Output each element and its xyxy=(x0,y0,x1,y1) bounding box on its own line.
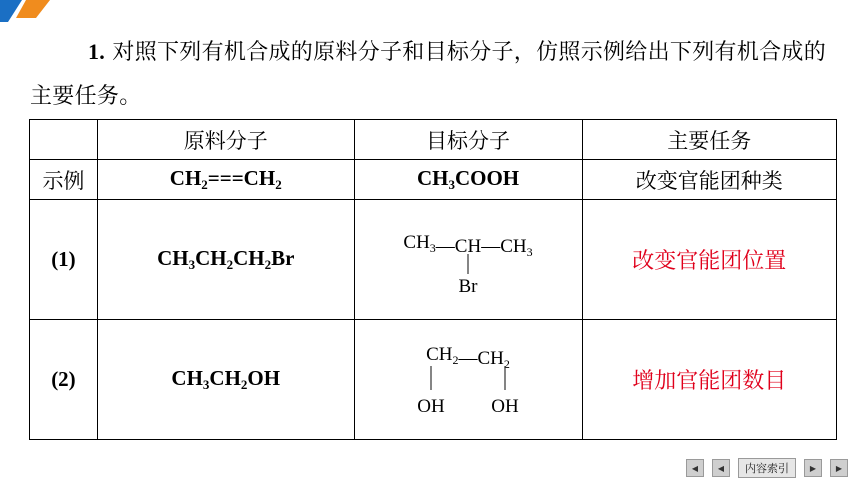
header-main-task: 主要任务 xyxy=(582,120,836,160)
row2-task: 增加官能团数目 xyxy=(582,320,836,440)
header-target-molecule: 目标分子 xyxy=(354,120,582,160)
header-empty xyxy=(30,120,98,160)
example-row xyxy=(30,160,837,200)
row2-target-structure xyxy=(354,320,582,440)
row2-structure-top: $CH_2—CH_2$ xyxy=(426,343,510,371)
question-intro xyxy=(30,30,842,119)
content-index-button[interactable]: 内容索引 xyxy=(738,458,796,478)
row1-structure-diagram xyxy=(368,208,568,308)
row1-structure-bottom: Br xyxy=(458,275,478,297)
row1-raw: $CH_3CH_2CH_2Br$ xyxy=(97,200,354,320)
row1-label: (1) xyxy=(30,200,98,320)
first-icon[interactable]: ◀ xyxy=(686,459,704,477)
row1-task: 改变官能团位置 xyxy=(582,200,836,320)
header-row xyxy=(30,120,837,160)
next-icon[interactable]: ▶ xyxy=(804,459,822,477)
row2-structure-diagram xyxy=(368,328,568,428)
row2-structure-oh-left: OH xyxy=(417,395,445,417)
last-icon[interactable]: ▶ xyxy=(830,459,848,477)
slide-navigation xyxy=(686,458,848,478)
row2-raw: $CH_3CH_2OH$ xyxy=(97,320,354,440)
row1-structure-top: $CH_3—CH—CH_3$ xyxy=(403,231,533,259)
example-target: $CH_3COOH$ xyxy=(354,160,582,200)
row2-label: (2) xyxy=(30,320,98,440)
header-raw-molecule: 原料分子 xyxy=(97,120,354,160)
question-text: 对照下列有机合成的原料分子和目标分子，仿照示例给出下列有机合成的主要任务。 xyxy=(30,40,827,109)
table-row-1 xyxy=(30,200,837,320)
row1-target-structure xyxy=(354,200,582,320)
table-row-2 xyxy=(30,320,837,440)
row2-structure-oh-right: OH xyxy=(491,395,519,417)
example-task: 改变官能团种类 xyxy=(582,160,836,200)
example-label: 示例 xyxy=(30,160,98,200)
question-number: 1. xyxy=(88,39,106,64)
prev-icon[interactable]: ◀ xyxy=(712,459,730,477)
synthesis-table xyxy=(29,119,837,440)
example-raw: $CH_2===CH_2$ xyxy=(97,160,354,200)
corner-decoration-icon xyxy=(0,0,60,30)
